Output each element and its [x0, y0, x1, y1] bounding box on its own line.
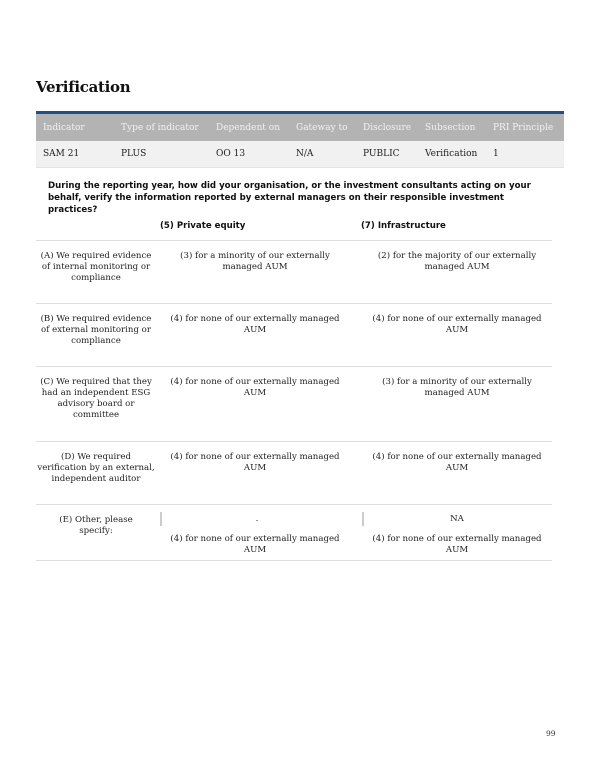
- infrastructure-value: (4) for none of our externally managed AUM: [372, 314, 542, 335]
- column-header-infrastructure: (7) Infrastructure: [361, 221, 446, 231]
- row-label: (D) We required verification by an external, independent auditor: [37, 452, 155, 484]
- infrastructure-value: (2) for the majority of our externally managed AUM: [377, 251, 537, 272]
- row-label: (A) We required evidence of internal monitoring or compliance: [40, 251, 152, 283]
- meta-header-disclosure: Disclosure: [363, 122, 412, 133]
- grid-row-e: [36, 505, 552, 561]
- private-equity-value: (4) for none of our externally managed AUM: [170, 377, 340, 398]
- meta-header-dependent: Dependent on: [216, 122, 281, 133]
- meta-value-row: [36, 141, 564, 168]
- meta-value-dependent: OO 13: [216, 149, 246, 159]
- meta-header-principle: PRI Principle: [493, 122, 554, 133]
- meta-header-gateway: Gateway to: [296, 122, 348, 133]
- grid-row-a: [36, 241, 552, 304]
- infrastructure-value: (4) for none of our externally managed AUM: [372, 452, 542, 473]
- private-equity-value: (4) for none of our externally managed AUM: [170, 534, 340, 555]
- meta-value-disclosure: PUBLIC: [363, 149, 400, 159]
- page-number: 99: [546, 729, 556, 738]
- question-text: During the reporting year, how did your organisation, or the investment consultants acting on your behalf, verify the information reported by external managers on their responsible investment practices?: [48, 181, 531, 215]
- column-header-private-equity: (5) Private equity: [160, 221, 246, 231]
- meta-value-indicator: SAM 21: [43, 149, 80, 159]
- private-equity-value: (4) for none of our externally managed AUM: [170, 314, 340, 335]
- row-label: (E) Other, please specify:: [59, 515, 133, 536]
- private-equity-value: (4) for none of our externally managed AUM: [170, 452, 340, 473]
- row-label: (C) We required that they had an independent ESG advisory board or committee: [40, 377, 152, 420]
- infrastructure-value: (4) for none of our externally managed AUM: [372, 534, 542, 555]
- private-equity-value: (3) for a minority of our externally managed AUM: [180, 251, 330, 272]
- meta-value-gateway: N/A: [296, 149, 314, 159]
- meta-header-type: Type of indicator: [121, 122, 199, 133]
- infrastructure-specify-field: NA: [362, 512, 550, 526]
- private-equity-specify-field: .: [160, 512, 352, 526]
- verification-grid: [36, 216, 552, 561]
- grid-row-b: [36, 304, 552, 367]
- meta-header-subsection: Subsection: [425, 122, 476, 133]
- meta-header-row: [36, 114, 564, 141]
- meta-header-indicator: Indicator: [43, 122, 85, 133]
- row-label: (B) We required evidence of external monitoring or compliance: [40, 314, 152, 346]
- infrastructure-value: (3) for a minority of our externally managed AUM: [382, 377, 532, 398]
- meta-value-principle: 1: [493, 149, 499, 159]
- grid-header-row: [36, 216, 552, 241]
- section-title: Verification: [36, 78, 131, 96]
- indicator-meta-table: [36, 111, 564, 168]
- grid-row-c: [36, 367, 552, 442]
- meta-value-subsection: Verification: [425, 149, 478, 159]
- meta-value-type: PLUS: [121, 149, 147, 159]
- grid-row-d: [36, 442, 552, 505]
